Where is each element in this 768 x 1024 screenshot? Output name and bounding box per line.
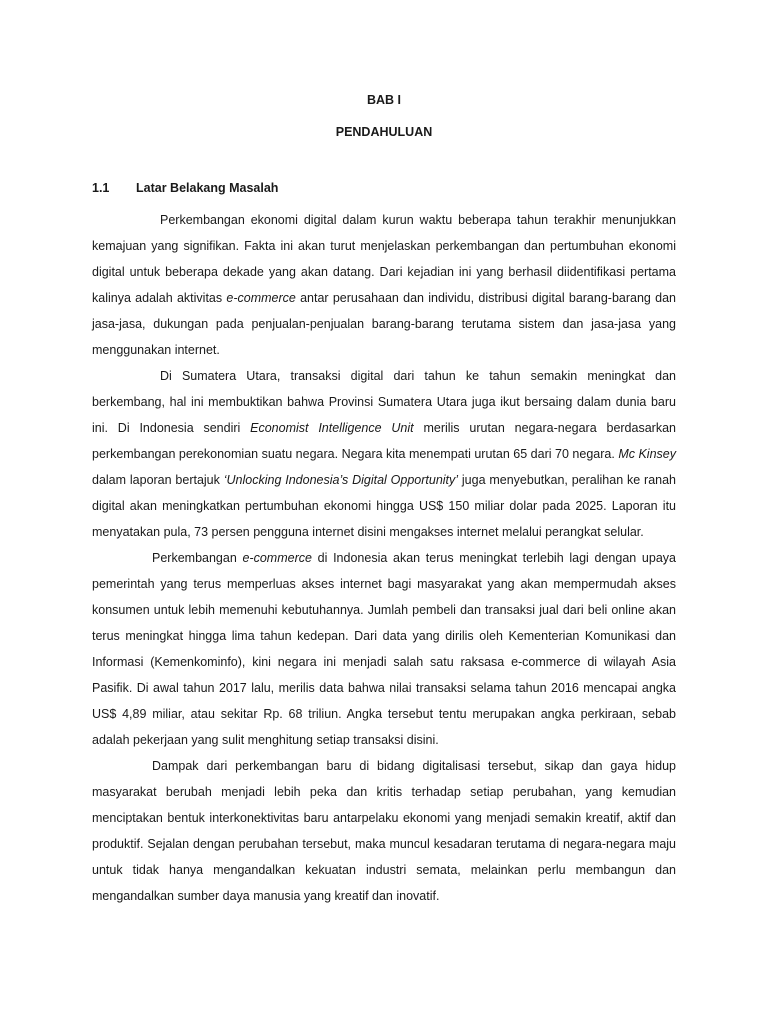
section-heading xyxy=(92,181,676,195)
paragraph-2 xyxy=(92,363,676,545)
italic-term: e-commerce xyxy=(226,291,296,305)
italic-term: e-commerce xyxy=(242,551,312,565)
paragraph-3 xyxy=(92,545,676,753)
paragraph-text: antar perusahaan dan individu, distribusi digital barang-barang dan jasa-jasa, dukungan pada penjualan-penjualan barang-barang terutama sistem dan jasa-jasa yang menggunakan internet. xyxy=(92,291,676,357)
italic-term: Economist Intelligence Unit xyxy=(250,421,414,435)
chapter-title: PENDAHULUAN xyxy=(335,125,433,139)
section-title: Latar Belakang Masalah xyxy=(136,181,279,195)
chapter-label: BAB I xyxy=(366,93,402,107)
paragraph-1 xyxy=(92,207,676,363)
italic-term: Mc Kinsey xyxy=(618,447,676,461)
italic-term: ‘Unlocking Indonesia’s Digital Opportunity’ xyxy=(223,473,459,487)
section-number: 1.1 xyxy=(92,181,110,195)
paragraph-text: Perkembangan xyxy=(152,551,243,565)
paragraph-text: dalam laporan bertajuk xyxy=(92,473,224,487)
paragraph-text: Perkembangan ekonomi digital dalam kurun waktu beberapa tahun terakhir menunjukkan kemajuan yang signifikan. Fakta ini akan turut menjelaskan perkembangan dan pertumbuhan ekonomi digital untuk beberapa dekade yang akan datang. Dari kejadian ini yang berhasil diidentifikasi pertama kalinya adalah aktivitas xyxy=(92,213,676,305)
paragraph-4 xyxy=(92,753,676,909)
paragraph-text: merilis urutan negara-negara berdasarkan perkembangan perekonomian suatu negara. Negara kita menempati urutan 65 dari 70 negara. xyxy=(92,421,676,461)
paragraph-text: Di Sumatera Utara, transaksi digital dari tahun ke tahun semakin meningkat dan berkembang, hal ini membuktikan bahwa Provinsi Sumatera Utara juga ikut bersaing dalam dunia baru ini. Di Indonesia sendiri xyxy=(92,369,676,435)
paragraph-text: Dampak dari perkembangan baru di bidang digitalisasi tersebut, sikap dan gaya hidup masyarakat berubah menjadi lebih peka dan kritis terhadap setiap perubahan, yang kemudian menciptakan bentuk interkonektivitas baru antarpelaku ekonomi yang menjadi semakin kreatif, aktif dan produktif. Sejalan dengan perubahan tersebut, maka muncul kesadaran terutama di negara-negara maju untuk tidak hanya mengandalkan kekuatan industri semata, melainkan perlu membangun dan mengandalkan sumber daya manusia yang kreatif dan inovatif. xyxy=(92,759,676,903)
paragraph-text: juga menyebutkan, peralihan ke ranah digital akan meningkatkan pertumbuhan ekonomi hingga US$ 150 miliar dolar pada 2025. Laporan itu menyatakan pula, 73 persen pengguna internet disini mengakses internet melalui perangkat selular. xyxy=(92,473,677,539)
paragraph-text: di Indonesia akan terus meningkat terlebih lagi dengan upaya pemerintah yang terus memperluas akses internet bagi masyarakat yang akan mempermudah akses konsumen untuk lebih memenuhi kebutuhannya. Jumlah pembeli dan transaksi jual dari beli online akan terus meningkat hingga lima tahun kedepan. Dari data yang dirilis oleh Kementerian Komunikasi dan Informasi (Kemenkominfo), kini negara ini menjadi salah satu raksasa e-commerce di wilayah Asia Pasifik. Di awal tahun 2017 lalu, merilis data bahwa nilai transaksi selama tahun 2016 mencapai angka US$ 4,89 miliar, atau sekitar Rp. 68 triliun. Angka tersebut tentu merupakan angka perkiraan, sebab adalah pekerjaan yang sulit menghitung setiap transaksi disini. xyxy=(92,551,676,747)
